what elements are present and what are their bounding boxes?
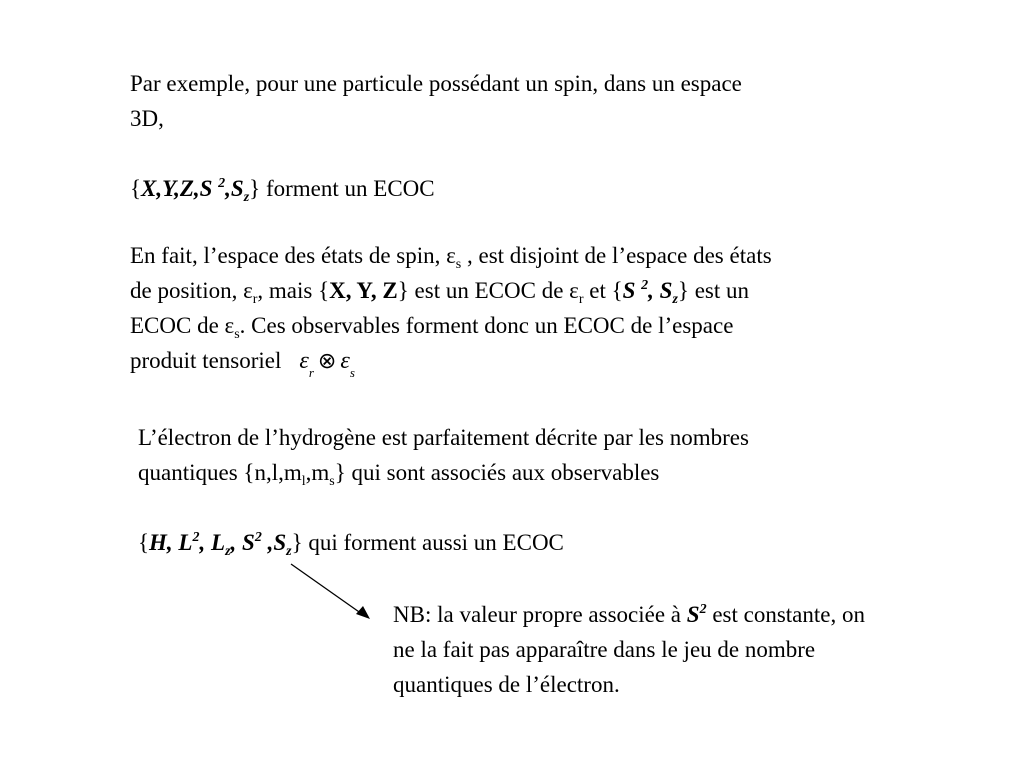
note-line-2: ne la fait pas apparaître dans le jeu de nombre	[393, 637, 816, 662]
text-fragment: NB: la valeur propre associée à	[393, 602, 687, 627]
subscript-r: r	[308, 365, 314, 380]
brace-close: }	[249, 176, 261, 201]
brace-open: {	[138, 530, 150, 555]
superscript: 2	[641, 278, 649, 293]
ecoc-sz-subscript: z	[243, 190, 250, 205]
superscript: 2	[192, 530, 200, 545]
subscript: z	[672, 292, 678, 307]
brace-open: {	[130, 176, 142, 201]
hydrogen-line-1: L’électron de l’hydrogène est parfaitement décrite par les nombres	[138, 425, 749, 450]
arrow-line	[291, 564, 362, 614]
subscript: r	[252, 292, 258, 307]
subscript: r	[578, 292, 584, 307]
superscript: 2	[254, 530, 262, 545]
subscript: s	[455, 257, 462, 272]
s-variable: S	[686, 602, 700, 627]
text-fragment: En fait, l’espace des états de spin, ε	[130, 243, 456, 268]
arrow-head	[356, 606, 370, 619]
text-fragment: est constante, on	[706, 602, 865, 627]
example-line-2: 3D,	[130, 106, 164, 131]
text-fragment: } qui sont associés aux observables	[334, 460, 660, 485]
xyz-bold: X, Y, Z	[329, 278, 398, 303]
text-fragment: de position, ε	[130, 278, 253, 303]
text-fragment: } est un ECOC de ε	[397, 278, 579, 303]
note-line-3: quantiques de l’électron.	[393, 672, 620, 697]
otimes-symbol: ⊗	[317, 348, 337, 373]
nb-note	[393, 597, 865, 702]
text-fragment: , est disjoint de l’espace des états	[461, 243, 772, 268]
note-line-1	[393, 597, 865, 632]
subscript: s	[234, 327, 240, 342]
superscript: 2	[699, 602, 707, 617]
subscript: z	[286, 544, 292, 559]
subscript-s: s	[349, 365, 355, 380]
s-variable: S	[622, 278, 642, 303]
sz-variable: , S	[648, 278, 673, 303]
text-fragment: ,m	[305, 460, 330, 485]
example-line-1: Par exemple, pour une particule possédant un spin, dans un espace	[130, 71, 742, 96]
ecoc-text: forment un ECOC	[260, 176, 435, 201]
text-fragment: , mais {	[257, 278, 330, 303]
subscript: z	[225, 544, 231, 559]
brace-close: }	[291, 530, 303, 555]
ecoc-variables: X,Y,Z,S	[141, 176, 219, 201]
text-fragment: produit tensoriel	[130, 348, 282, 373]
text-fragment: et {	[583, 278, 623, 303]
text-fragment: . Ces observables forment donc un ECOC de l’espace	[239, 313, 734, 338]
sz-variable: ,S	[261, 530, 287, 555]
text-fragment: quantiques {n,l,m	[138, 460, 302, 485]
epsilon-s: ε	[340, 348, 350, 374]
lz-variable: , L	[199, 530, 226, 555]
subscript: s	[329, 474, 335, 489]
subscript: l	[301, 474, 306, 489]
ecoc-sz: ,S	[225, 176, 244, 201]
text-fragment: } est un	[677, 278, 750, 303]
ecoc-exponent: 2	[218, 176, 226, 191]
h-l-variables: H, L	[149, 530, 193, 555]
s-variable: , S	[230, 530, 255, 555]
text-fragment: ECOC de ε	[130, 313, 235, 338]
epsilon-r: ε	[299, 348, 309, 374]
text-fragment: qui forment aussi un ECOC	[302, 530, 564, 555]
